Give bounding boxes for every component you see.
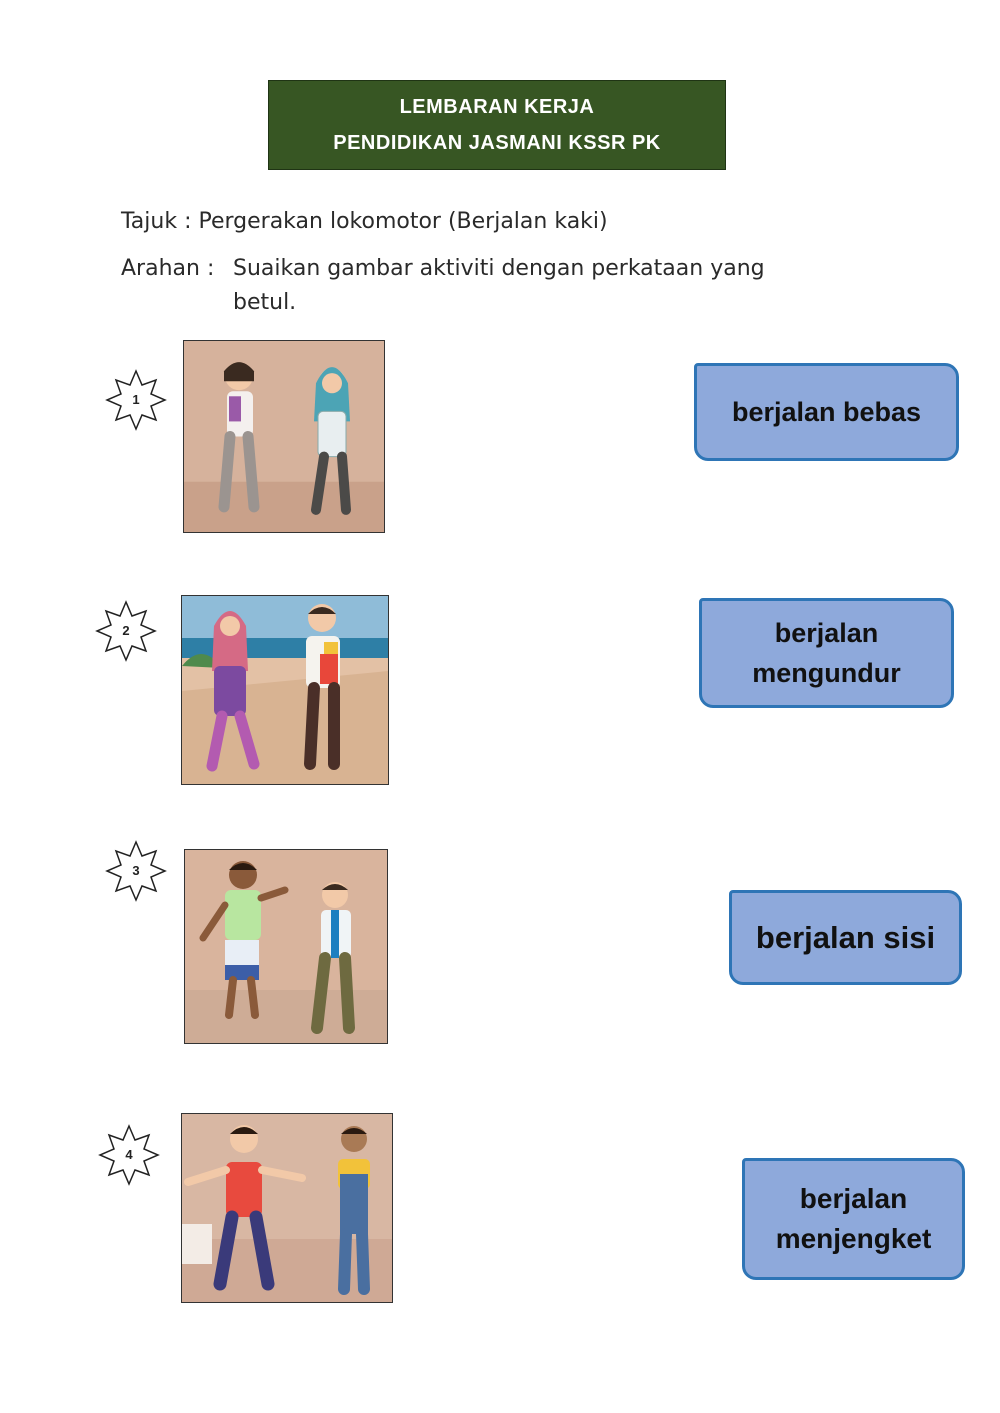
instruction-label: Arahan : [121,256,215,281]
answer-text-line1: berjalan [774,618,879,648]
header-title: LEMBARAN KERJA [399,96,595,118]
instruction-text-line1: Suaikan gambar aktiviti dengan perkataan yang [233,256,765,281]
children-walking-backwards-illustration [185,850,387,1043]
instruction-text-line2: betul. [233,290,297,315]
answer-card-2[interactable] [699,598,954,708]
item-number: 4 [125,1147,133,1162]
topic-text: Pergerakan lokomotor (Berjalan kaki) [198,209,608,234]
activity-image-2[interactable] [181,595,389,785]
activity-image-1[interactable] [183,340,385,533]
item-number: 1 [132,392,140,407]
answer-text: berjalan bebas [731,396,922,427]
children-beach-illustration [182,596,388,784]
activity-image-4[interactable] [181,1113,393,1303]
item-number: 2 [122,623,130,638]
answer-card-1[interactable] [694,363,959,461]
header-subject: PENDIDIKAN JASMANI KSSR PK [333,132,661,154]
topic-line [121,209,608,234]
topic-label: Tajuk : [121,209,192,234]
item-number-badge-4 [98,1124,160,1186]
item-number-badge-2 [95,600,157,662]
children-walking-sideways-illustration [182,1114,392,1302]
children-walking-illustration [184,341,384,532]
answer-text-line1: berjalan [799,1183,908,1214]
item-number: 3 [132,863,140,878]
answer-text: berjalan sisi [755,919,936,955]
item-number-badge-1 [105,369,167,431]
activity-image-3[interactable] [184,849,388,1044]
answer-card-4[interactable] [742,1158,965,1280]
answer-text-line2: menjengket [775,1223,932,1254]
worksheet-header [268,80,726,170]
answer-text-line2: mengundur [752,658,901,688]
answer-card-3[interactable] [729,890,962,985]
item-number-badge-3 [105,840,167,902]
